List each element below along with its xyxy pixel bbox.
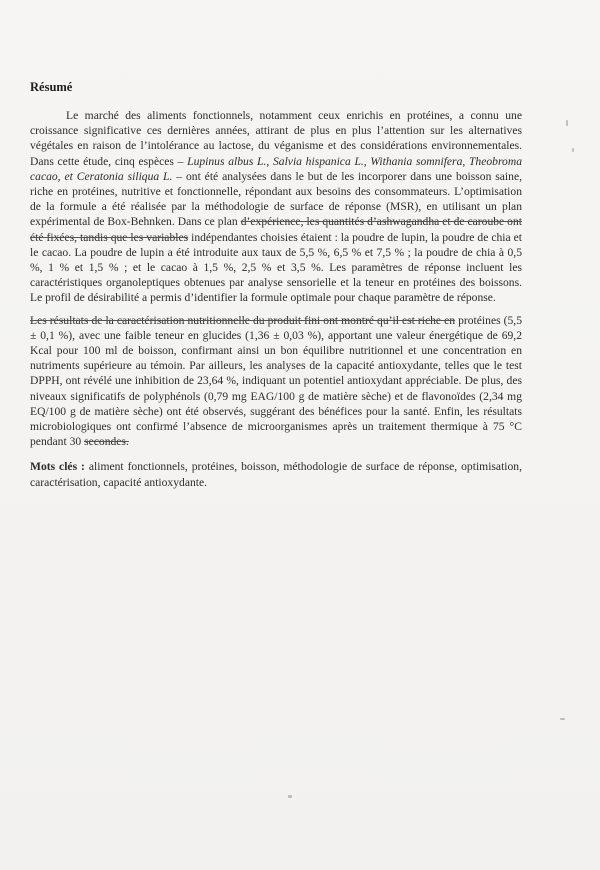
scan-speck [288,795,292,798]
paragraph-1-middle: – ont été analysées dans le but de les incorporer dans une boisson saine, riche en protéines, nutritive et fonctionnelle, répondant aux besoins des consommateurs. L’optimisation de la formule a été réalisée par la méthodologie de surface de réponse (MSR), en utilisant un plan expérimental de Box-Behnken. Dans ce plan [30,169,522,229]
struck-through-end: secondes. [84,435,129,449]
species-list: Lupinus albus L., Salvia hispanica L., Withania somnifera, Theobroma cacao, et Ceratonia siliqua L. [30,154,523,183]
paragraph-1-tail: indépendantes choisies étaient : la poudre de lupin, la poudre de chia et le cacao. La poudre de lupin a été introduite aux taux de 5,5 %, 6,5 % et 7,5 % ; la poudre de chia à 0,5 %, 1 % et 1,5 % ; et le cacao à 1,5 %, 2,5 % et 3,5 %. Les paramètres de réponse incluent les caractéristiques organoleptiques obtenues par analyse sensorielle et la teneur en protéines des boissons. Le profil de désirabilité a permis d’identifier la formule optimale pour chaque paramètre de réponse. [30,230,522,305]
section-heading: Résumé [30,80,73,94]
abstract-paragraph-1 [30,108,522,306]
scan-speck [572,148,574,152]
abstract-paragraph-2 [30,313,522,450]
abstract-section [30,80,522,490]
paragraph-1-lead: Le marché des aliments fonctionnels, notamment ceux enrichis en protéines, a connu une croissance significative ces dernières années, attirant de plus en plus l’attention sur les alternatives végétales en raison de l’intolérance au lactose, du véganisme et des considérations environnementales. Dans cette étude, cinq espèces – [30,109,522,168]
struck-through-text: d’expérience, les quantités d’ashwagandha et de caroube ont été fixées, tandis que les variables [30,215,522,244]
struck-through-text: Les résultats de la caractérisation nutritionnelle du produit fini ont montré qu’il est riche en [30,313,456,327]
keywords-paragraph [30,459,522,489]
paragraph-2-text: protéines (5,5 ± 0,1 %), avec une faible teneur en glucides (1,36 ± 0,03 %), apportant une valeur énergétique de 69,2 Kcal pour 100 ml de boisson, confirmant ainsi un bon équilibre nutritionnel et une concentration en nutriments supérieure au témoin. Par ailleurs, les analyses de la capacité antioxydante, telles que le test DPPH, ont révélé une inhibition de 23,64 %, indiquant un potentiel antioxydant appréciable. De plus, des niveaux significatifs de polyphénols (0,79 mg EAG/100 g de matière sèche) et de flavonoïdes (2,34 mg EQ/100 g de matière sèche) ont été observés, suggérant des bénéfices pour la santé. Enfin, les résultats microbiologiques ont confirmé l’absence de microorganismes après un traitement thermique à 75 °C pendant 30 [30,313,522,449]
keywords-text: aliment fonctionnels, protéines, boisson, méthodologie de surface de réponse, optimisation, caractérisation, capacité antioxydante. [30,460,523,489]
scan-speck [566,120,568,126]
scan-speck [560,718,565,720]
keywords-label: Mots clés : [30,460,85,474]
